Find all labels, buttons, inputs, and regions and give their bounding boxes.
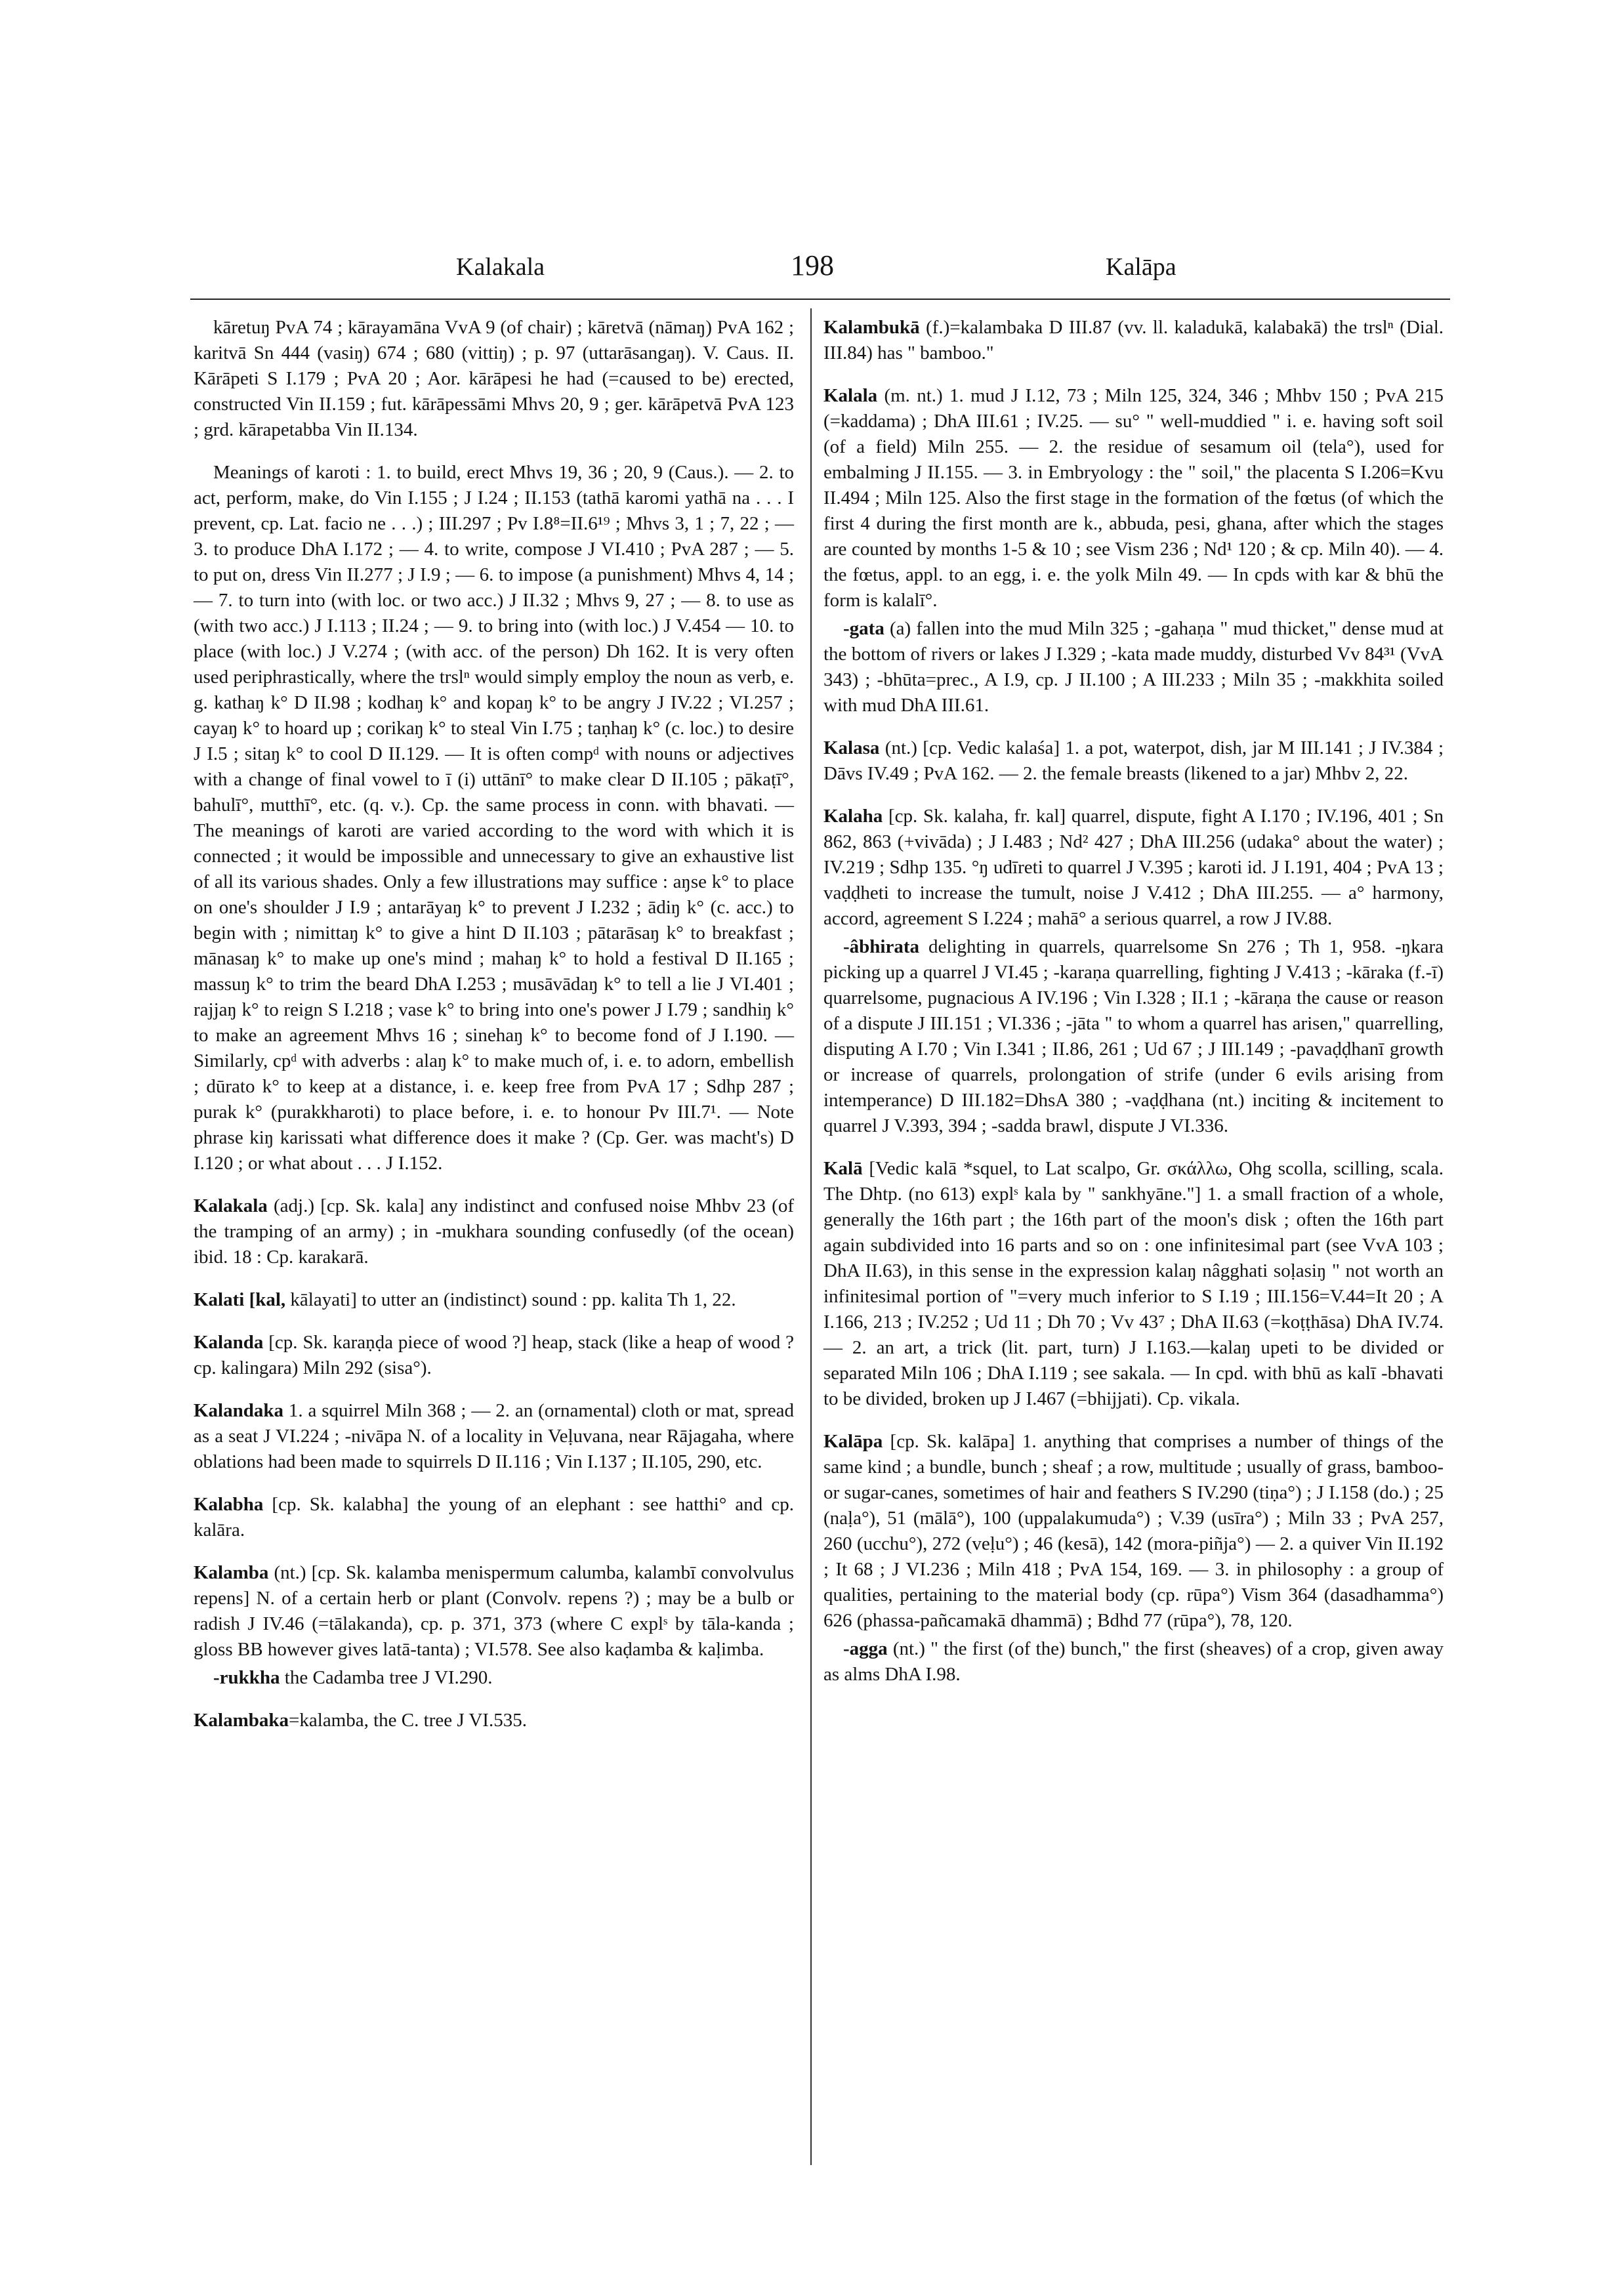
entry-text: [cp. Sk. kalāpa] 1. anything that comprises a number of things of the same kind ; a bundle, bunch ; sheaf ; a row, multitude ; usually of grass, bamboo- or sugar-canes, sometimes of hair and feathers S IV.290 (tiṇa°) ; J I.158 (do.) ; 25 (naḷa°), 51 (mālā°), 100 (uppalakumuda°) ; V.39 (usīra°) ; Miln 33 ; PvA 257, 260 (ucchu°), 272 (veḷu°) ; 46 (kesā), 142 (mora-piñja°) — 2. a quiver Vin II.192 ; It 68 ; J VI.236 ; Miln 418 ; PvA 154, 169. — 3. in philosophy : a group of qualities, pertaining to the material body (cp. rūpa°) Vism 364 (dasadhamma°) 626 (phassa-pañcamakā dhammā) ; Bdhd 77 (rūpa°), 78, 120. [823, 1431, 1444, 1631]
dictionary-entry [194, 460, 794, 1176]
dictionary-entry [194, 1560, 794, 1663]
headword: Kalala [823, 385, 878, 406]
dictionary-entry [823, 804, 1444, 932]
dictionary-entry [823, 1429, 1444, 1634]
headword: Kalati [kal, [194, 1289, 286, 1310]
dictionary-entry [194, 1708, 794, 1733]
dictionary-entry [823, 735, 1444, 787]
running-head-left: Kalakala [456, 253, 545, 281]
headword: Kalabha [194, 1494, 264, 1515]
running-head-right: Kalāpa [1106, 253, 1176, 281]
entry-text: kāretuŋ PvA 74 ; kārayamāna VvA 9 (of chair) ; kāretvā (nāmaŋ) PvA 162 ; karitvā Sn 444 (vasiŋ) 674 ; 680 (vittiŋ) ; p. 97 (uttarāsangaŋ). V. Caus. II. Kārāpeti S I.179 ; PvA 20 ; Aor. kārāpesi he had (=caused to be) erected, constructed Vin II.159 ; fut. kārāpessāmi Mhvs 20, 9 ; ger. kārāpetvā PvA 123 ; grd. kārapetabba Vin II.134. [194, 317, 794, 440]
sub-entry [823, 616, 1444, 718]
page-number: 198 [791, 249, 834, 281]
headword: Kalambaka [194, 1710, 289, 1731]
entry-text: delighting in quarrels, quarrelsome Sn 276 ; Th 1, 958. -ŋkara picking up a quarrel J VI.45 ; -karaṇa quarrelling, fighting J V.413 ; -kāraka (f.-ī) quarrelsome, pugnacious A IV.196 ; Vin I.328 ; II.1 ; -kāraṇa the cause or reason of a dispute J III.151 ; VI.336 ; -jāta " to whom a quarrel has arisen," quarrelling, disputing A I.70 ; Vin I.341 ; II.86, 261 ; Ud 67 ; J III.149 ; -pavaḍḍhanī growth or increase of quarrels, prolongation of strife (under 6 evils arising from intemperance) D III.182=DhsA 380 ; -vaḍḍhana (nt.) inciting & incitement to quarrel J V.393, 394 ; -sadda brawl, dispute J VI.336. [823, 936, 1444, 1136]
headword: Kalā [823, 1158, 863, 1179]
dictionary-entry [194, 1287, 794, 1313]
entry-text: [cp. Sk. karaṇḍa piece of wood ?] heap, stack (like a heap of wood ? cp. kalingara) Miln 292 (sisa°). [194, 1332, 794, 1378]
headword: -rukkha [213, 1667, 280, 1688]
headword: -gata [843, 618, 885, 639]
headword: -agga [843, 1638, 888, 1659]
headword: Kalakala [194, 1195, 268, 1216]
dictionary-entry [823, 383, 1444, 613]
entry-text: (m. nt.) 1. mud J I.12, 73 ; Miln 125, 324, 346 ; Mhbv 150 ; PvA 215 (=kaddama) ; DhA III.61 ; IV.25. — su° " well-muddied " i. e. having soft soil (of a field) Miln 255. — 2. the residue of sesamum oil (tela°), used for embalming J II.155. — 3. in Embryology : the " soil," the placenta S I.206=Kvu II.494 ; Miln 125. Also the first stage in the formation of the fœtus (of which the first 4 during the first month are k., abbuda, pesi, ghana, after which the stages are counted by months 1-5 & 10 ; see Vism 236 ; Nd¹ 120 ; & cp. Miln 40). — 4. the fœtus, appl. to an egg, i. e. the yolk Miln 49. — In cpds with kar & bhū the form is kalalī°. [823, 385, 1444, 611]
dictionary-entry [823, 315, 1444, 366]
dictionary-entry [194, 315, 794, 443]
entry-text: (adj.) [cp. Sk. kala] any indistinct and confused noise Mhbv 23 (of the tramping of an army) ; in -mukhara sounding confusedly (of the ocean) ibid. 18 : Cp. karakarā. [194, 1195, 794, 1268]
column-divider [810, 308, 812, 2165]
entry-text: (nt.) [cp. Sk. kalamba menispermum calumba, kalambī convolvulus repens] N. of a certain herb or plant (Convolv. repens ?) ; may be a bulb or radish J IV.46 (=tālakanda), cp. p. 371, 373 (where C explˢ by tāla-kanda ; gloss BB however gives latā-tanta) ; VI.578. See also kaḍamba & kaḷimba. [194, 1562, 794, 1660]
entry-text: Meanings of karoti : 1. to build, erect Mhvs 19, 36 ; 20, 9 (Caus.). — 2. to act, perform, make, do Vin I.155 ; J I.24 ; II.153 (tathā karomi yathā na . . . I prevent, cp. Lat. facio ne . . .) ; III.297 ; Pv I.8⁸=II.6¹⁹ ; Mhvs 3, 1 ; 7, 22 ; — 3. to produce DhA I.172 ; — 4. to write, compose J VI.410 ; PvA 287 ; — 5. to put on, dress Vin II.277 ; J I.9 ; — 6. to impose (a punishment) Mhvs 4, 14 ; — 7. to turn into (with loc. or two acc.) J II.32 ; Mhvs 9, 27 ; — 8. to use as (with two acc.) J I.113 ; II.24 ; — 9. to bring into (with loc.) J V.454 — 10. to place (with loc.) J V.274 ; (with acc. of the person) Dh 162. It is very often used periphrastically, where the trslⁿ would simply employ the noun as verb, e. g. kathaŋ k° D II.98 ; kodhaŋ k° and kopaŋ k° to be angry J IV.22 ; VI.257 ; cayaŋ k° to hoard up ; corikaŋ k° to steal Vin I.75 ; taṇhaŋ k° (c. loc.) to desire J I.5 ; sitaŋ k° to cool D II.129. — It is often compᵈ with nouns or adjectives with a change of final vowel to ī (i) uttānī° to make clear D II.105 ; pākaṭī°, bahulī°, mutthī°, etc. (q. v.). Cp. the same process in conn. with bhavati. — The meanings of karoti are varied according to the word with which it is connected ; it would be impossible and unnecessary to give an exhaustive list of all its various shades. Only a few illustrations may suffice : aŋse k° to place on one's shoulder J I.9 ; antarāyaŋ k° to prevent J I.232 ; ādiŋ k° (c. acc.) to begin with ; nimittaŋ k° to give a hint D II.103 ; pātarāsaŋ k° to breakfast ; mānasaŋ k° to make up one's mind ; mahaŋ k° to hold a festival D II.165 ; massuŋ k° to trim the beard DhA I.253 ; musāvādaŋ k° to tell a lie J VI.401 ; rajjaŋ k° to reign S I.218 ; vase k° to bring into one's power J I.79 ; sandhiŋ k° to make an agreement Mhvs 16 ; sinehaŋ k° to become fond of J I.190. — Similarly, cpᵈ with adverbs : alaŋ k° to make much of, i. e. to adorn, embellish ; dūrato k° to keep at a distance, i. e. keep free from PvA 17 ; Sdhp 287 ; purak k° (purakkharoti) to place before, i. e. to honour Pv III.7¹. — Note phrase kiŋ karissati what difference does it make ? (Cp. Ger. was macht's) D I.120 ; or what about . . . J I.152. [194, 462, 794, 1174]
headword: Kalasa [823, 737, 880, 758]
headword: Kalamba [194, 1562, 269, 1583]
sub-entry [194, 1665, 794, 1691]
headword: -âbhirata [843, 936, 919, 957]
headword: Kalambukā [823, 317, 920, 338]
entry-text: (a) fallen into the mud Miln 325 ; -gahaṇa " mud thicket," dense mud at the bottom of rivers or lakes J I.329 ; -kata made muddy, disturbed Vv 84³¹ (VvA 343) ; -bhūta=prec., A I.9, cp. J II.100 ; A III.233 ; Miln 35 ; -makkhita soiled with mud DhA III.61. [823, 618, 1444, 716]
entry-text: the Cadamba tree J VI.290. [280, 1667, 493, 1688]
dictionary-entry [194, 1492, 794, 1543]
headword: Kalaha [823, 806, 883, 827]
headword: Kalanda [194, 1332, 264, 1353]
entry-text: [cp. Sk. kalabha] the young of an elephant : see hatthi° and cp. kalāra. [194, 1494, 794, 1540]
entry-text: [Vedic kalā *squel, to Lat scalpo, Gr. σκάλλω, Ohg scolla, scilling, scala. The Dhtp. (no 613) explˢ kala by " sankhyāne."] 1. a small fraction of a whole, generally the 16th part ; the 16th part of the moon's disk ; often the 16th part again subdivided into 16 parts and so on : one infinitesimal part (see VvA 103 ; DhA II.63), in this sense in the expression kalaŋ nâgghati soḷasiŋ " not worth an infinitesimal portion of "=very much inferior to S I.19 ; III.156=V.44=It 20 ; A I.166, 213 ; IV.252 ; Ud 11 ; Dh 70 ; Vv 43⁷ ; DhA II.63 (=koṭṭhāsa) DhA IV.74. — 2. an art, a trick (lit. part, turn) J I.163.—kalaŋ upeti to be divided or separated Miln 106 ; DhA I.119 ; see sakala. — In cpd. with bhū as kalī -bhavati to be divided, broken up J I.467 (=bhijjati). Cp. vikala. [823, 1158, 1444, 1409]
sub-entry [823, 1636, 1444, 1687]
dictionary-entry [823, 1156, 1444, 1412]
headword: Kalandaka [194, 1400, 283, 1421]
right-column [823, 315, 1444, 1705]
dictionary-entry [194, 1330, 794, 1381]
header-rule [190, 299, 1450, 300]
entry-text: (nt.) " the first (of the) bunch," the first (sheaves) of a crop, given away as alms DhA I.98. [823, 1638, 1444, 1685]
dictionary-entry [194, 1193, 794, 1270]
headword: Kalāpa [823, 1431, 883, 1452]
entry-text: (f.)=kalambaka D III.87 (vv. ll. kaladukā, kalabakā) the trslⁿ (Dial. III.84) has " bamboo." [823, 317, 1444, 363]
entry-text: (nt.) [cp. Vedic kalaśa] 1. a pot, waterpot, dish, jar M III.141 ; J IV.384 ; Dāvs IV.49 ; PvA 162. — 2. the female breasts (likened to a jar) Mhbv 2, 22. [823, 737, 1444, 784]
left-column [194, 315, 794, 1750]
page-header [190, 249, 1453, 299]
entry-text: kālayati] to utter an (indistinct) sound : pp. kalita Th 1, 22. [285, 1289, 736, 1310]
dictionary-entry [194, 1398, 794, 1475]
entry-text: =kalamba, the C. tree J VI.535. [289, 1710, 527, 1731]
entry-text: [cp. Sk. kalaha, fr. kal] quarrel, dispute, fight A I.170 ; IV.196, 401 ; Sn 862, 863 (+vivāda) ; J I.483 ; Nd² 427 ; DhA III.256 (udaka° about the water) ; IV.219 ; Sdhp 135. °ŋ udīreti to quarrel J V.395 ; karoti id. J I.191, 404 ; PvA 13 ; vaḍḍheti to increase the tumult, noise J V.412 ; DhA III.255. — a° harmony, accord, agreement S I.224 ; mahā° a serious quarrel, a row J IV.88. [823, 806, 1444, 929]
entry-text: 1. a squirrel Miln 368 ; — 2. an (ornamental) cloth or mat, spread as a seat J VI.224 ; -nivāpa N. of a locality in Veḷuvana, near Rājagaha, where oblations had been made to squirrels D II.116 ; Vin I.137 ; II.105, 290, etc. [194, 1400, 794, 1472]
sub-entry [823, 934, 1444, 1139]
